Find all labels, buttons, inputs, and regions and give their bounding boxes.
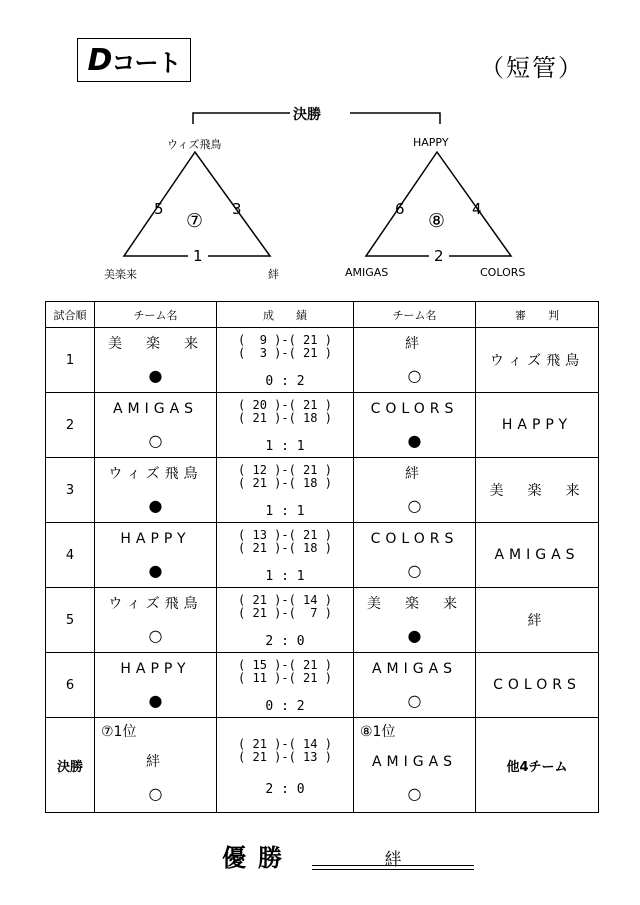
set-score-2: ( 11 )-( 21 )	[238, 670, 332, 685]
header-team2: チーム名	[354, 302, 476, 328]
champion-underline-2	[312, 869, 474, 870]
header-score: 成 績	[217, 302, 354, 328]
group-8-edge-bottom: 2	[434, 247, 444, 265]
team1-cell	[95, 458, 217, 523]
team2-result-mark: ○	[407, 495, 422, 515]
score-cell	[217, 588, 354, 653]
set-score-2: ( 21 )-( 18 )	[238, 540, 332, 555]
header-order: 試合順	[46, 302, 95, 328]
team2-name: 絆	[405, 335, 424, 352]
team2-cell	[354, 588, 476, 653]
set-score-2: ( 21 )-( 7 )	[238, 605, 332, 620]
team1-name: 美 楽 来	[108, 335, 203, 352]
match-total: 0 : 2	[265, 373, 305, 389]
results-table	[45, 301, 599, 813]
team1-cell	[95, 328, 217, 393]
group-7-edge-left: 5	[154, 200, 164, 218]
score-cell	[217, 393, 354, 458]
team1-result-mark: ○	[148, 430, 163, 450]
team2-name: AMIGAS	[371, 660, 458, 677]
group-7-team-top: ウィズ飛鳥	[167, 138, 222, 151]
group-8-triangle	[366, 152, 511, 256]
final-score-1: ( 21 )-( 14 )	[238, 736, 332, 751]
set-score-1: ( 12 )-( 21 )	[238, 462, 332, 477]
team1-cell	[95, 523, 217, 588]
team2-name: 美 楽 来	[367, 595, 462, 612]
group-7-edge-bottom: 1	[193, 247, 203, 265]
final-team1-cell	[95, 718, 217, 813]
table-row	[46, 588, 599, 653]
match-total: 1 : 1	[265, 438, 305, 454]
bracket-diagram	[0, 0, 640, 300]
match-order: 2	[46, 393, 95, 458]
final-score-cell	[217, 718, 354, 813]
referee: AMIGAS	[476, 523, 599, 588]
group-7-edge-right: 3	[232, 200, 242, 218]
referee: HAPPY	[476, 393, 599, 458]
match-order: 4	[46, 523, 95, 588]
team2-name: COLORS	[370, 400, 459, 417]
team1-cell	[95, 653, 217, 718]
team2-cell	[354, 458, 476, 523]
final-referee: 他4チーム	[476, 718, 599, 813]
final-score-2: ( 21 )-( 13 )	[238, 749, 332, 764]
final-team2-cell	[354, 718, 476, 813]
final-total: 2 : 0	[265, 781, 305, 797]
team1-name: ウィズ飛鳥	[108, 465, 203, 482]
set-score-1: ( 15 )-( 21 )	[238, 657, 332, 672]
group-8-team-right: COLORS	[480, 266, 526, 279]
team2-cell	[354, 393, 476, 458]
group-8-team-left: AMIGAS	[345, 266, 389, 279]
final-row	[46, 718, 599, 813]
final-bracket-label: 決勝	[293, 107, 321, 123]
team1-name: HAPPY	[120, 660, 191, 677]
team2-result-mark: ●	[407, 625, 422, 645]
header-referee: 審 判	[476, 302, 599, 328]
team1-cell	[95, 393, 217, 458]
team1-name: ウィズ飛鳥	[108, 595, 203, 612]
group-8-team-top: HAPPY	[413, 136, 449, 149]
final-rank1: ⑦1位	[101, 724, 137, 740]
final-mark1: ○	[148, 784, 163, 803]
team2-cell	[354, 653, 476, 718]
set-score-2: ( 21 )-( 18 )	[238, 475, 332, 490]
group-7-team-left: 美楽来	[104, 268, 137, 281]
team2-result-mark: ○	[407, 690, 422, 710]
match-total: 0 : 2	[265, 698, 305, 714]
group-7-team-right: 絆	[268, 268, 279, 281]
team2-result-mark: ○	[407, 560, 422, 580]
table-row	[46, 458, 599, 523]
logo-letter: D	[87, 42, 112, 78]
referee: ウィズ飛鳥	[476, 328, 599, 393]
score-cell	[217, 458, 354, 523]
score-cell	[217, 523, 354, 588]
match-total: 2 : 0	[265, 633, 305, 649]
team2-result-mark: ●	[407, 430, 422, 450]
final-team2: AMIGAS	[371, 754, 458, 770]
set-score-1: ( 9 )-( 21 )	[238, 332, 332, 347]
champion-underline	[312, 865, 474, 866]
set-score-1: ( 21 )-( 14 )	[238, 592, 332, 607]
set-score-1: ( 13 )-( 21 )	[238, 527, 332, 542]
group-8-edge-right: 4	[472, 200, 482, 218]
set-score-2: ( 3 )-( 21 )	[238, 345, 332, 360]
final-order: 決勝	[46, 718, 95, 813]
team1-name: HAPPY	[120, 530, 191, 547]
team2-name: COLORS	[370, 530, 459, 547]
table-row	[46, 653, 599, 718]
match-order: 1	[46, 328, 95, 393]
match-total: 1 : 1	[265, 568, 305, 584]
group-7-id: ⑦	[186, 210, 204, 232]
table-row	[46, 523, 599, 588]
table-header-row	[46, 302, 599, 328]
match-order: 6	[46, 653, 95, 718]
team1-name: AMIGAS	[112, 400, 199, 417]
team2-result-mark: ○	[407, 365, 422, 385]
table-row	[46, 328, 599, 393]
table-row	[46, 393, 599, 458]
champion-name: 絆	[384, 850, 402, 870]
match-order: 3	[46, 458, 95, 523]
team2-cell	[354, 328, 476, 393]
team1-result-mark: ○	[148, 625, 163, 645]
logo-text: コート	[111, 48, 181, 77]
final-team1: 絆	[146, 754, 165, 770]
set-score-1: ( 20 )-( 21 )	[238, 397, 332, 412]
score-cell	[217, 328, 354, 393]
team1-cell	[95, 588, 217, 653]
court-type: （短管）	[480, 54, 584, 82]
header-team1: チーム名	[95, 302, 217, 328]
match-order: 5	[46, 588, 95, 653]
team1-result-mark: ●	[148, 495, 163, 515]
team2-name: 絆	[405, 465, 424, 482]
referee: 絆	[476, 588, 599, 653]
match-total: 1 : 1	[265, 503, 305, 519]
champion-label: 優勝	[222, 844, 294, 872]
referee: COLORS	[476, 653, 599, 718]
team1-result-mark: ●	[148, 690, 163, 710]
group-8-edge-left: 6	[395, 200, 405, 218]
team2-cell	[354, 523, 476, 588]
team1-result-mark: ●	[148, 365, 163, 385]
group-7-triangle	[124, 152, 270, 256]
referee: 美 楽 来	[476, 458, 599, 523]
set-score-2: ( 21 )-( 18 )	[238, 410, 332, 425]
team1-result-mark: ●	[148, 560, 163, 580]
final-mark2: ○	[407, 784, 422, 803]
group-8-id: ⑧	[428, 210, 446, 232]
final-rank2: ⑧1位	[360, 724, 396, 740]
score-cell	[217, 653, 354, 718]
